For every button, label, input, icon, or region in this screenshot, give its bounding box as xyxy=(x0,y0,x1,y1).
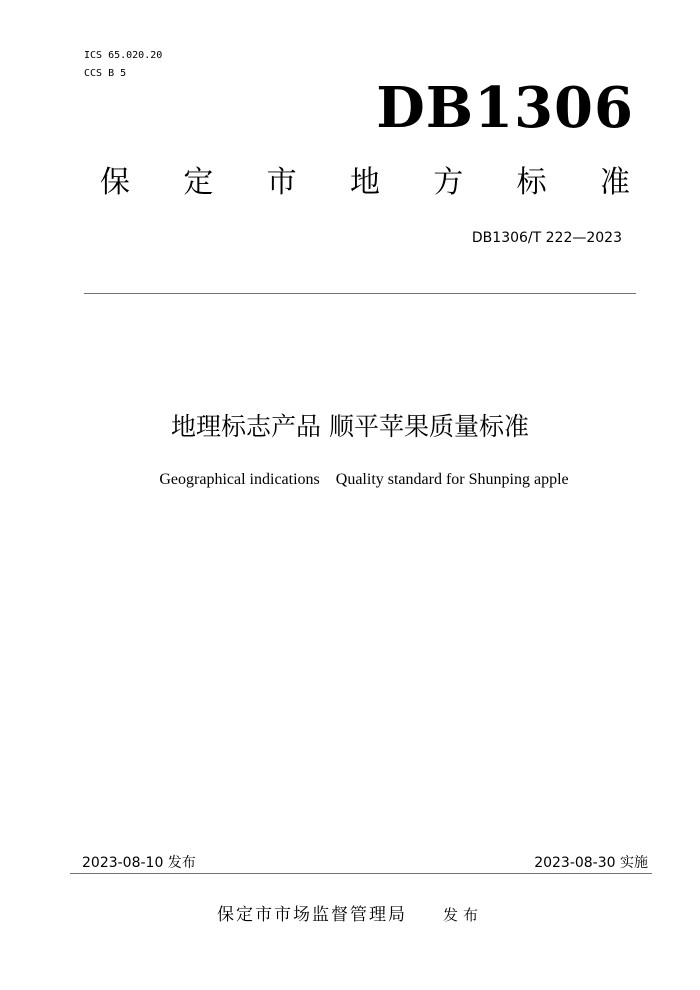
header-divider xyxy=(84,293,636,294)
ics-code: ICS 65.020.20 xyxy=(84,50,163,61)
standard-number: DB1306/T 222—2023 xyxy=(471,230,622,246)
doc-type-char: 准 xyxy=(599,165,630,200)
ccs-code: CCS B 5 xyxy=(84,68,127,79)
doc-type-char: 保 xyxy=(100,165,130,200)
doc-type-char: 市 xyxy=(266,165,297,200)
document-type-title xyxy=(100,163,630,203)
standard-code-heading: DB1306 xyxy=(376,75,634,141)
publisher-name: 保定市市场监督管理局 xyxy=(216,905,407,925)
doc-type-char: 标 xyxy=(516,165,547,200)
doc-type-char: 定 xyxy=(183,165,214,200)
issue-date: 2023-08-10 发布 xyxy=(82,855,196,871)
document-title-zh: 地理标志产品 顺平苹果质量标准 xyxy=(171,412,529,441)
doc-type-char: 地 xyxy=(349,165,380,200)
implementation-date: 2023-08-30 实施 xyxy=(534,855,648,871)
document-title-en: Geographical indications Quality standard for Shunping apple xyxy=(159,471,569,488)
publisher-line xyxy=(0,900,700,925)
footer-divider xyxy=(70,873,652,874)
doc-type-char: 方 xyxy=(433,165,464,200)
publish-label: 发布 xyxy=(442,906,483,924)
